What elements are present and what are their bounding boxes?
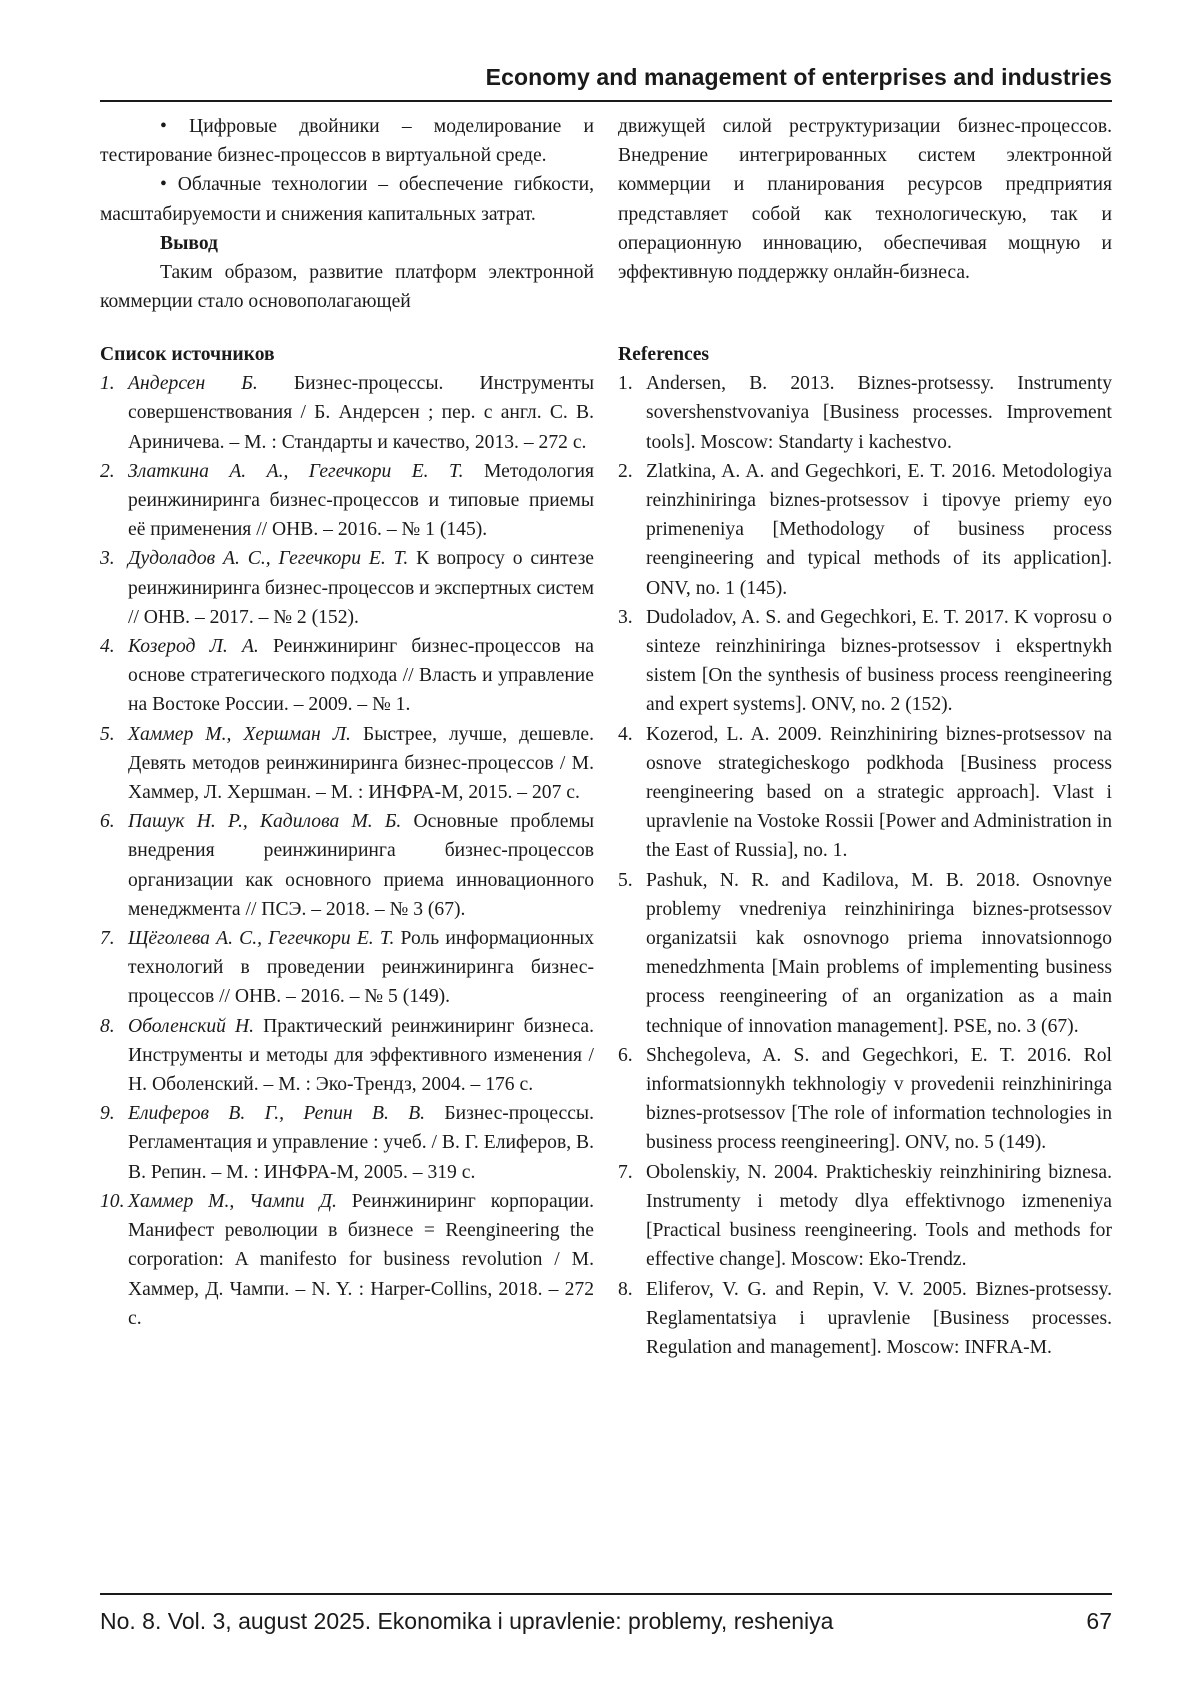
item-number: 8. [100,1015,115,1037]
item-number: 3. [100,548,115,570]
item-authors: Хаммер М., Чампи Д. [128,1190,337,1212]
bullet-digital-twins: • Цифровые двойники – моделирование и тестирование бизнес-процессов в виртуальной среде. [100,116,594,167]
item-authors: Щёголева А. С., Гегечкори Е. Т. [128,928,395,950]
item-number: 1. [100,373,115,395]
item-authors: Златкина А. А., Гегечкори Е. Т. [128,460,464,482]
item-text: Быстрее, лучше, дешевле. Девять методов реинжиниринга бизнес-процессов / М. Хаммер, Л. Хершман. – М. : ИНФРА-М, 2015. – 207 с. [128,723,594,804]
item-text: Реинжиниринг бизнес-процессов на основе стратегического подхода // Власть и управление на Востоке России. – 2009. – № 1. [128,636,594,716]
item-text: Dudoladov, A. S. and Gegechkori, E. T. 2017. K voprosu o sinteze reinzhiniringa biznes-protsessov i ekspertnykh sistem [On the synthesis of business process reengineering and expert systems]. ONV, no. 2 (152). [646,606,1112,716]
references-section [618,340,1112,1362]
item-text: Obolenskiy, N. 2004. Prakticheskiy reinzhiniring biznesa. Instrumenty i metody dlya effektivnogo izmeneniya [Practical business reengineering. Tools and methods for effective change]. Moscow: Eko-Trendz. [646,1161,1112,1271]
item-text: Shchegoleva, A. S. and Gegechkori, E. T. 2016. Rol informatsionnykh tekhnologiy v provedenii reinzhiniringa biznes-protsessov [The role of information technologies in business process reengineering]. ONV, no. 5 (149). [646,1044,1112,1154]
item-number: 2. [100,460,115,482]
item-number: 10. [100,1190,125,1212]
references-heading: References [618,344,710,365]
header-rule [100,100,1112,102]
item-number: 7. [618,1161,633,1183]
item-authors: Козерод Л. А. [128,636,259,658]
page-number: 67 [1086,1608,1112,1634]
reference-item [618,1041,1112,1158]
item-number: 2. [618,460,633,482]
item-number: 5. [618,869,633,891]
source-item [100,1099,594,1187]
item-text: Бизнес-процессы. Инструменты совершенствования / Б. Андерсен ; пер. с англ. С. В. Ариничева. – М. : Стандарты и качество, 2013. – 272 с. [128,373,594,453]
item-authors: Хаммер М., Хершман Л. [128,723,351,745]
item-number: 6. [618,1044,633,1066]
item-text: Zlatkina, A. A. and Gegechkori, E. T. 2016. Metodologiya reinzhiniringa biznes-protsessov i tipovye priemy eyo primeneniya [Methodology of business process reengineering and typical methods of its application]. ONV, no. 1 (145). [646,460,1112,599]
item-text: Pashuk, N. R. and Kadilova, M. B. 2018. Osnovnye problemy vnedreniya reinzhiniringa biznes-protsessov organizatsii kak osnovnogo priema innovatsionnogo menedzhmenta [Main problems of implementing business process reengineering of an organization as a main technique of innovation management]. PSE, no. 3 (67). [646,869,1112,1037]
continuation-text: движущей силой реструктуризации бизнес-процессов. Внедрение интегрированных систем электронной коммерции и планирования ресурсов предприятия представляет собой как технологическую, так и операционную инновацию, обеспечивая мощную и эффективную поддержку онлайн-бизнеса. [618,116,1112,284]
source-item [100,544,594,632]
item-number: 4. [618,723,633,745]
item-number: 9. [100,1103,115,1125]
item-text: К вопросу о синтезе реинжиниринга бизнес-процессов и экспертных систем // ОНВ. – 2017. – № 2 (152). [128,548,595,628]
item-text: Бизнес-процессы. Регламентация и управление : учеб. / В. Г. Елиферов, В. В. Репин. – М. : ИНФРА-М, 2005. – 319 с. [128,1103,594,1183]
source-item [100,369,594,457]
running-header: Economy and management of enterprises and industries [485,64,1112,90]
reference-item [618,603,1112,720]
reference-item [618,1275,1112,1363]
item-text: Реинжиниринг корпорации. Манифест революции в бизнесе = Reengineering the corporation: A manifesto for business revolution / М. Хаммер, Д. Чампи. – N. Y. : Harper-Collins, 2018. – 272 с. [128,1190,594,1329]
source-item [100,457,594,545]
item-number: 7. [100,928,115,950]
item-number: 6. [100,811,115,833]
item-text: Методология реинжиниринга бизнес-процессов и типовые приемы её применения // ОНВ. – 2016. – № 1 (145). [128,460,594,541]
sources-section [100,340,594,1333]
item-number: 8. [618,1278,633,1300]
source-item [100,924,594,1012]
item-number: 3. [618,606,633,628]
source-item [100,632,594,720]
item-text: Практический реинжиниринг бизнеса. Инструменты и методы для эффективного изменения / Н. Оболенский. – М. : Эко-Трендз, 2004. – 176 с. [128,1015,594,1096]
conclusion-heading: Вывод [160,232,218,254]
reference-item [618,457,1112,603]
item-text: Основные проблемы внедрения реинжиниринга бизнес-процессов организации как основного приема инновационного менеджмента // ПСЭ. – 2018. – № 3 (67). [128,811,595,920]
item-authors: Оболенский Н. [128,1015,255,1037]
item-text: Kozerod, L. A. 2009. Reinzhiniring biznes-protsessov na osnove strategicheskogo podkhoda [Business process reengineering based on a strategic approach]. Vlast i upravlenie na Vostoke Rossii [Power and Administration in the East of Russia], no. 1. [646,723,1112,862]
source-item [100,720,594,808]
item-text: Роль информационных технологий в проведении реинжиниринга бизнес-процессов // ОНВ. – 2016. – № 5 (149). [128,928,594,1008]
item-number: 4. [100,636,115,658]
reference-item [618,866,1112,1041]
item-number: 1. [618,373,633,395]
right-body-column [618,112,1112,287]
conclusion-text: Таким образом, развитие платформ электронной коммерции стало основополагающей [100,262,594,313]
left-body-column [100,112,594,316]
source-item [100,1187,594,1333]
item-text: Andersen, B. 2013. Biznes-protsessy. Instrumenty sovershenstvovaniya [Business processes. Improvement tools]. Moscow: Standarty i kachestvo. [646,373,1112,453]
reference-item [618,720,1112,866]
reference-item [618,369,1112,457]
item-number: 5. [100,723,115,745]
footer-rule [100,1593,1112,1595]
source-item [100,807,594,924]
item-text: Eliferov, V. G. and Repin, V. V. 2005. Biznes-protsessy. Reglamentatsiya i upravlenie [Business processes. Regulation and management]. Moscow: INFRA-M. [646,1278,1112,1358]
sources-list [100,369,594,1333]
item-authors: Пашук Н. Р., Кадилова М. Б. [128,811,402,833]
bullet-cloud: • Облачные технологии – обеспечение гибкости, масштабируемости и снижения капитальных затрат. [100,174,594,225]
item-authors: Дудоладов А. С., Гегечкори Е. Т. [128,548,409,570]
sources-heading: Список источников [100,344,275,365]
reference-item [618,1158,1112,1275]
footer-citation: No. 8. Vol. 3, august 2025. Ekonomika i upravlenie: problemy, resheniya [100,1608,834,1634]
item-authors: Андерсен Б. [128,373,258,395]
references-list [618,369,1112,1362]
item-authors: Елиферов В. Г., Репин В. В. [128,1103,426,1125]
source-item [100,1012,594,1100]
